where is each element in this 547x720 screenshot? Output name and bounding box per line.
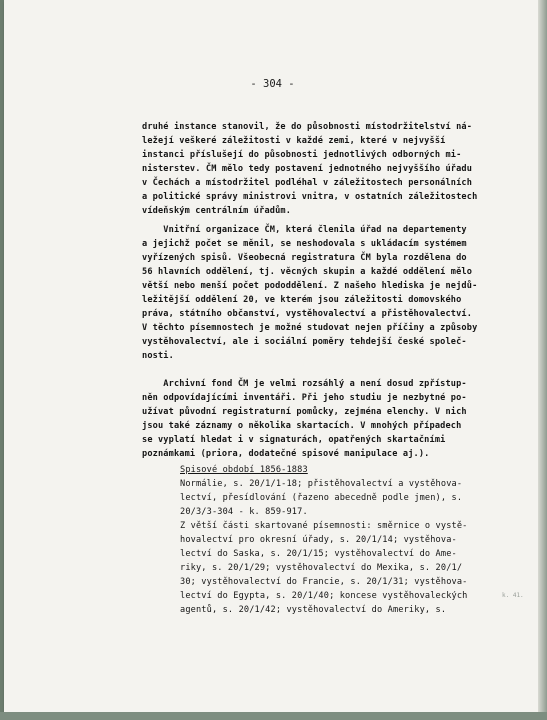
section-heading: Spisové období 1856-1883 <box>180 465 308 475</box>
paragraph-3: Archivní fond ČM je velmi rozsáhlý a není dosud zpřístup- něn odpovídajícími inventáři. Při jeho studiu je nezbytné po- užívat původní registraturní pomůcky, zejména elenchy. V nich jsou také záznamy o několika skartacích. V mnohých případech se vyplatí hledat i v signaturách, opatřených skartačními poznámkami (priora, dodatečné spisové manipulace aj.). <box>142 379 467 459</box>
page-edge-right <box>538 0 547 720</box>
margin-note: k. 41. <box>502 592 524 599</box>
paragraph-5: Z větší části skartované písemnosti: směrnice o vystě- hovalectví pro okresní úřady, s. 20/1/14; vystěhova- lectví do Saska, s. 20/1/15; vystěhovalectví do Ame- riky, s. 20/1/29; vystěhovalectví do Mexika, s. 20/1/ 30; vystěhovalectví do Francie, s. 20/1/31; vystěhova- lectví do Egypta, s. 20/1/40; koncese vystěhovaleckých agentů, s. 20/1/42; vystěhovalectví do Ameriky, s. <box>180 521 468 615</box>
paragraph-2: Vnitřní organizace ČM, která členila úřad na departementy a jejichž počet se měnil, se neshodovala s ukládacím systémem vyřízených spisů. Všeobecná registratura ČM byla rozdělena do 56 hlavních oddělení, tj. věcných skupin a každé oddělení mělo větší nebo menší počet pododdělení. Z našeho hlediska je nejdů- ležitější oddělení 20, ve kterém jsou záležitosti domovského práva, státního občanství, vystěhovalectví a přistěhovalectví. V těchto písemnostech je možné studovat nejen příčiny a způsoby vystěhovalectví, ale i sociální poměry tehdejší české společ- nosti. <box>142 225 478 361</box>
page-edge-bottom <box>0 712 547 720</box>
document-page <box>4 0 541 712</box>
paragraph-4: Normálie, s. 20/1/1-18; přistěhovalectví a vystěhova- lectví, přesídlování (řazeno abecedně podle jmen), s. 20/3/3-304 - k. 859-917. <box>180 479 463 517</box>
paragraph-1: druhé instance stanovil, že do působnosti místodržitelství ná- ležejí veškeré záležitosti v každé zemi, které v nejvyšší instanci příslušejí do působnosti jednotlivých odborných mi- nisterstev. ČM mělo tedy postavení jednotného nejvyššího úřadu v Čechách a místodržitel podléhal v záležitostech personálních a politické správy ministrovi vnitra, v ostatních záležitostech vídeňským centrálním úřadům. <box>142 122 478 216</box>
page-number: - 304 - <box>250 78 295 90</box>
